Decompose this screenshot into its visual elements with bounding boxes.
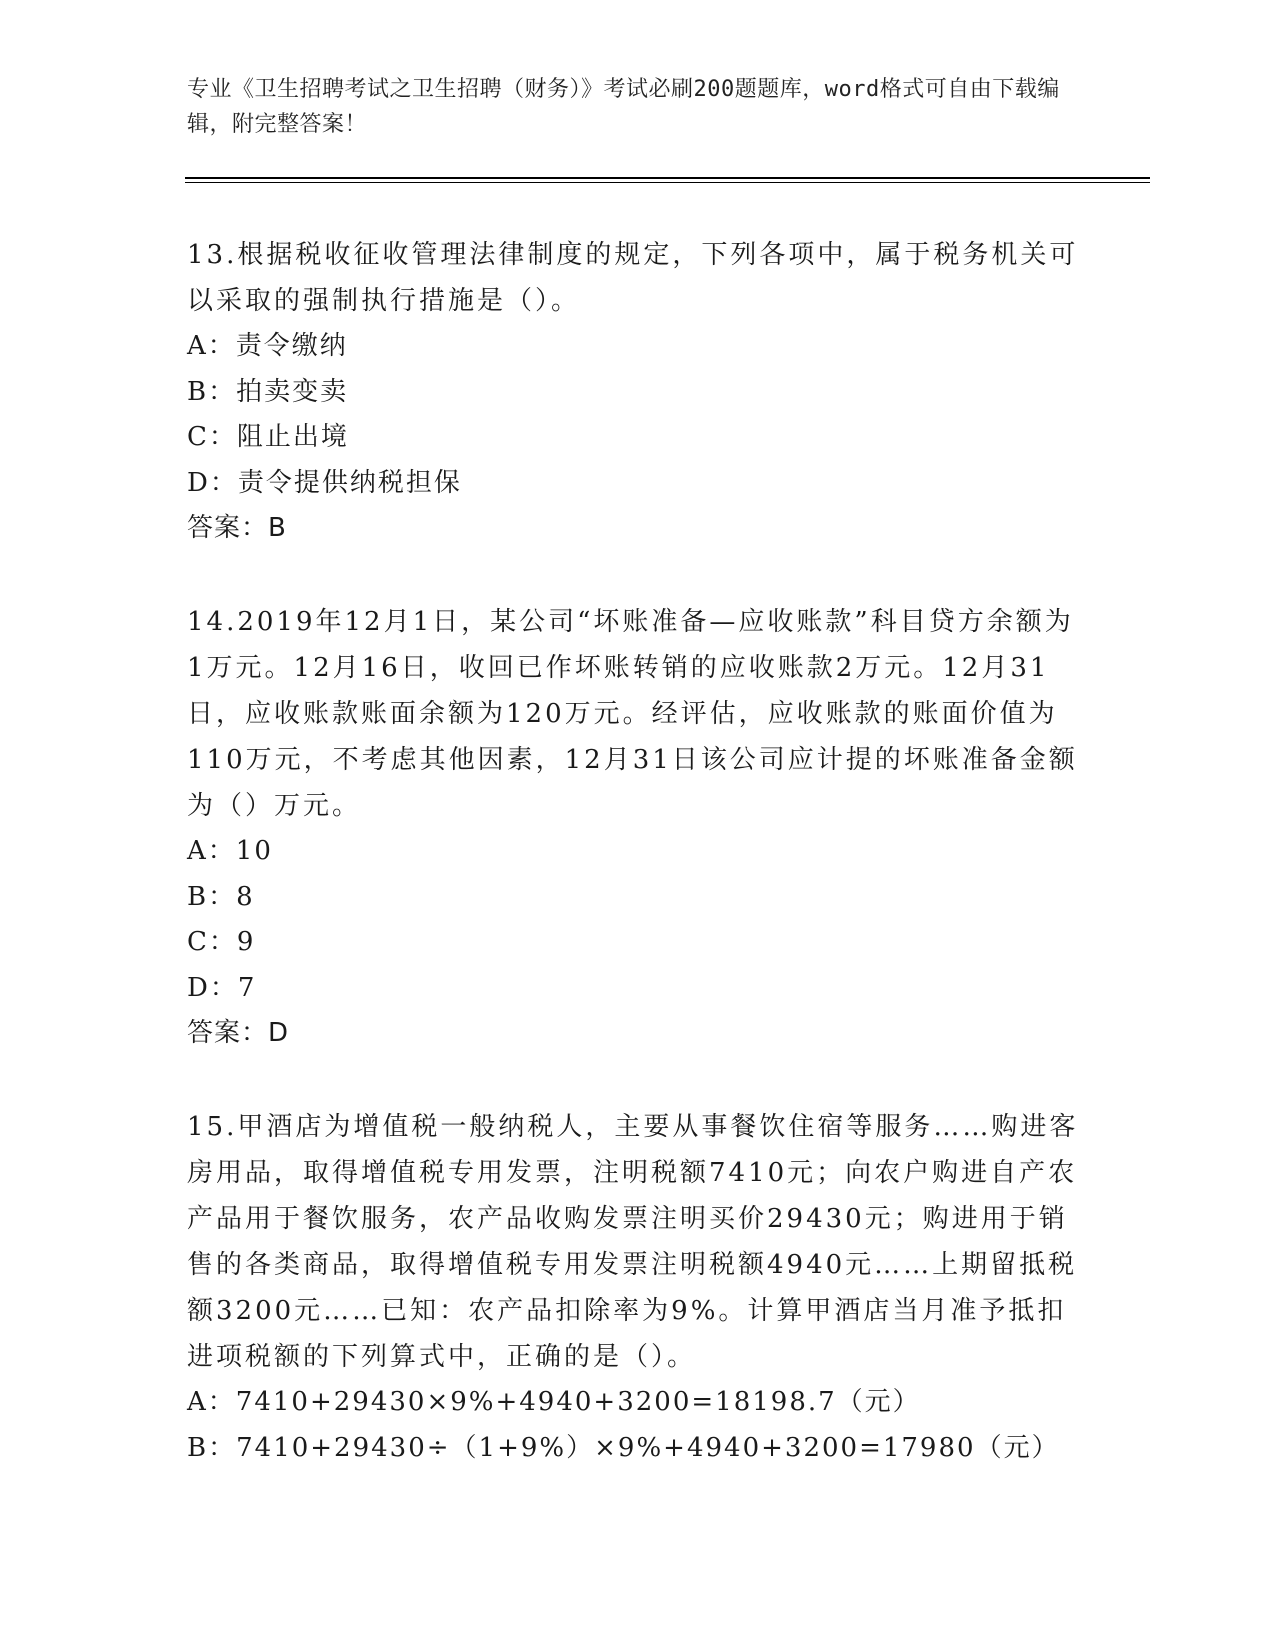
option-a: A：责令缴纳 bbox=[187, 331, 348, 361]
option-b: B：8 bbox=[187, 881, 255, 912]
question-13 bbox=[187, 232, 1087, 551]
option-c: C：9 bbox=[187, 927, 256, 957]
option-b: B：拍卖变卖 bbox=[187, 376, 349, 407]
answer: 答案：B bbox=[187, 513, 287, 543]
header-rule-thick bbox=[185, 177, 1150, 179]
question-list bbox=[187, 232, 1087, 1519]
option-d: D：7 bbox=[187, 972, 257, 1003]
header-rule-thin bbox=[185, 182, 1150, 183]
option-d: D：责令提供纳税担保 bbox=[187, 467, 462, 498]
question-text: 13.根据税收征收管理法律制度的规定，下列各项中，属于税务机关可以采取的强制执行措施是（）。 bbox=[187, 240, 1079, 316]
answer: 答案：D bbox=[187, 1018, 290, 1048]
question-14 bbox=[187, 599, 1087, 1056]
option-b: B：7410+29430÷（1+9%）×9%+4940+3200=17980（元） bbox=[187, 1432, 1060, 1463]
option-a: A：10 bbox=[187, 836, 273, 866]
option-c: C：阻止出境 bbox=[187, 422, 349, 452]
option-a: A：7410+29430×9%+4940+3200=18198.7（元） bbox=[187, 1387, 921, 1417]
document-header: 专业《卫生招聘考试之卫生招聘（财务）》考试必刷200题题库，word格式可自由下载编辑，附完整答案！ bbox=[187, 77, 1060, 137]
question-text: 14.2019年12月1日，某公司“坏账准备—应收账款”科目贷方余额为1万元。12月16日，收回已作坏账转销的应收账款2万元。12月31日，应收账款账面余额为120万元。经评估，应收账款的账面价值为110万元，不考虑其他因素，12月31日该公司应计提的坏账准备金额为（）万元。 bbox=[187, 607, 1078, 821]
question-text: 15.甲酒店为增值税一般纳税人，主要从事餐饮住宿等服务……购进客房用品，取得增值税专用发票，注明税额7410元；向农户购进自产农产品用于餐饮服务，农产品收购发票注明买价29430元；购进用于销售的各类商品，取得增值税专用发票注明税额4940元……上期留抵税额3200元……已知：农产品扣除率为9%。计算甲酒店当月准予抵扣进项税额的下列算式中，正确的是（）。 bbox=[187, 1112, 1079, 1372]
question-15 bbox=[187, 1104, 1087, 1471]
